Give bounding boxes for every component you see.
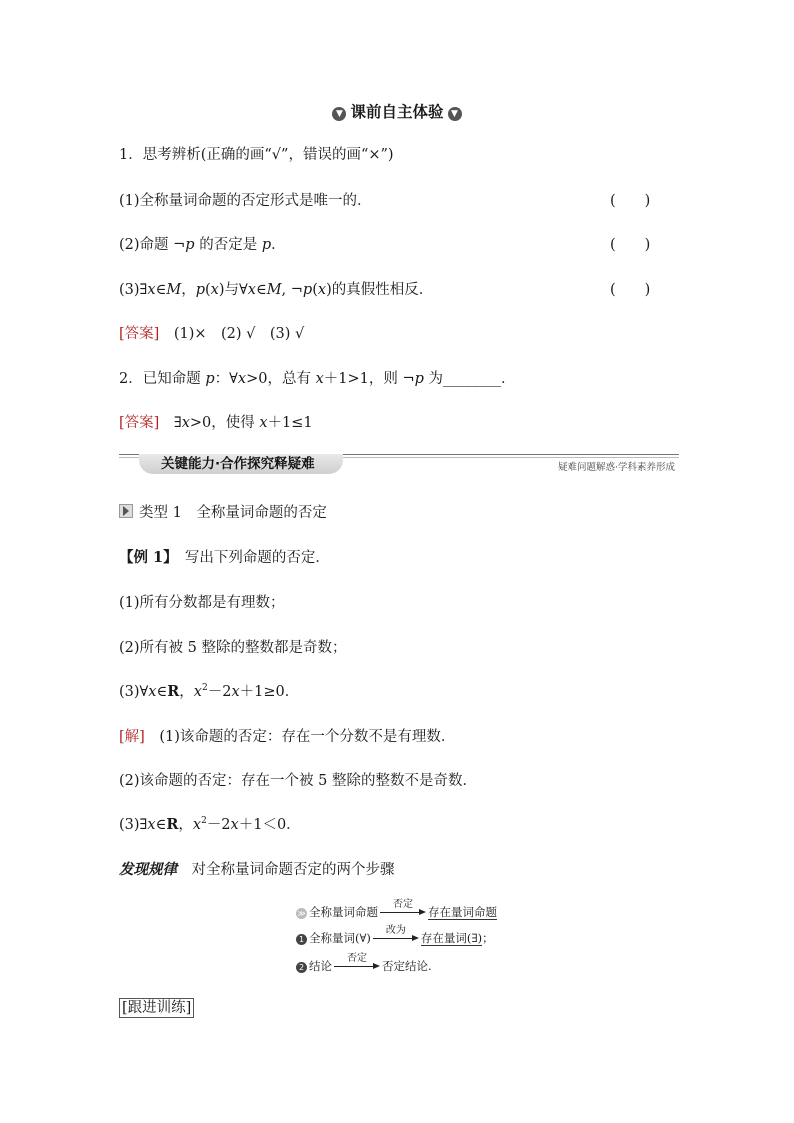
step-1-badge: 1 bbox=[296, 934, 307, 945]
answer-blank: ( ) bbox=[610, 237, 651, 253]
question-1-item-1: (1)全称量词命题的否定形式是唯一的． bbox=[119, 193, 372, 209]
example-item: (3)∀x∈R，$x^2-2x+1\ge 0$． bbox=[119, 683, 300, 700]
question-1-item-2: (2)命题 ¬p 的否定是 p． bbox=[119, 237, 286, 253]
banner-subtitle: 疑难问题解惑·学科素养形成 bbox=[557, 462, 675, 473]
example-tag: 【例 1】 bbox=[119, 549, 171, 566]
example-item: (1)所有分数都是有理数； bbox=[119, 595, 285, 611]
arrow-right-icon: 否定 bbox=[380, 904, 426, 918]
solution-tag: [解] bbox=[119, 729, 145, 745]
example-1-stem: 【例 1】 写出下列命题的否定． bbox=[119, 549, 330, 566]
chevron-down-icon: ▼ bbox=[448, 107, 462, 121]
banner-title: 关键能力·合作探究释疑难 bbox=[139, 454, 343, 474]
question-1-stem: 1．思考辨析(正确的画“√”，错误的画“×”) bbox=[119, 147, 394, 163]
answer-tag: [答案] bbox=[119, 326, 160, 342]
solution-line-2: (2)该命题的否定：存在一个被 5 整除的整数不是奇数． bbox=[119, 773, 477, 789]
diagram-row-0: ≫ 全称量词命题 否定 存在量词命题 bbox=[297, 899, 497, 919]
question-1-answer: [答案] (1)× (2) √ (3) √ bbox=[119, 326, 305, 342]
solution-line-3: (3)∃x∈R，$x^2-2x+1<0$． bbox=[119, 816, 301, 833]
diagram-row-2: 2 结论 否定 否定结论. bbox=[296, 958, 432, 974]
arrow-right-icon: 改为 bbox=[373, 930, 419, 944]
step-2-badge: 2 bbox=[296, 962, 307, 973]
answer-blank: ( ) bbox=[610, 193, 651, 209]
rule-heading: 发现规律 对全称量词命题否定的两个步骤 bbox=[119, 861, 395, 878]
arrow-right-icon: 否定 bbox=[334, 958, 380, 972]
question-1-item-3: (3)∃x∈M，p(x)与∀x∈M, ¬p(x)的真假性相反． bbox=[119, 282, 434, 298]
rule-tag: 发现规律 bbox=[119, 861, 177, 878]
section-banner bbox=[119, 450, 679, 476]
example-item: (2)所有被 5 整除的整数都是奇数； bbox=[119, 640, 347, 656]
section-title: ▼ 课前自主体验 ▼ bbox=[0, 100, 794, 122]
answer-tag: [答案] bbox=[119, 415, 160, 431]
chevron-down-icon: ▼ bbox=[332, 107, 346, 121]
diagram-row-1: 1 全称量词(∀) 改为 存在量词(∃)； bbox=[296, 930, 494, 946]
question-2-answer: [答案] ∃x>0，使得 x＋1≤1 bbox=[119, 415, 313, 431]
answer-blank: ( ) bbox=[610, 282, 651, 298]
question-2-stem: 2．已知命题 p：∀x>0，总有 x＋1>1，则 ¬p 为________． bbox=[119, 371, 516, 387]
follow-up-heading: [跟进训练] bbox=[119, 998, 194, 1018]
solution-line-1: [解] (1)该命题的否定：存在一个分数不是有理数． bbox=[119, 729, 456, 745]
play-icon bbox=[119, 504, 133, 518]
double-chevron-icon: ≫ bbox=[297, 909, 306, 918]
type-heading: 类型 1 全称量词命题的否定 bbox=[119, 501, 327, 522]
